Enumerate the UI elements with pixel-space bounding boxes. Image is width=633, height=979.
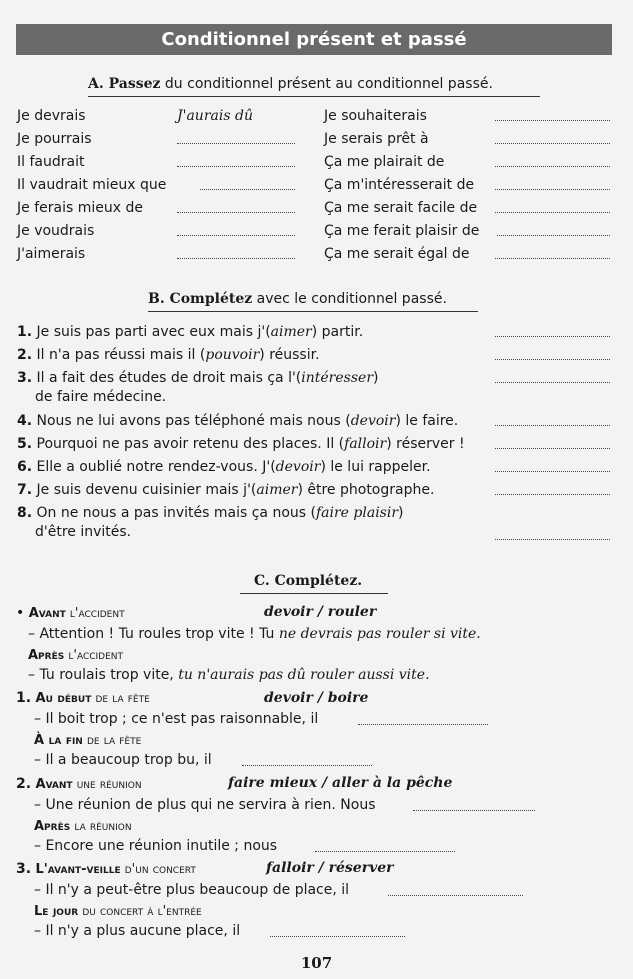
b-item-5: 5. Pourquoi ne pas avoir retenu des places. Il (falloir) réserver ! (17, 436, 465, 452)
c-item-2-blank-1[interactable] (413, 810, 535, 811)
c-item-2-verbs: faire mieux / aller à la pêche (228, 775, 453, 791)
a-right-5: Ça me serait facile de (324, 200, 478, 216)
c-item-3-line2: – Il n'y a plus aucune place, il (34, 923, 241, 939)
a-answer-blank-7[interactable] (177, 258, 295, 259)
c-item-3-heading2: Le jour du concert à l'entrée (34, 904, 202, 919)
c-item-1-line2: – Il a beaucoup trop bu, il (34, 752, 212, 768)
section-a-underline (88, 96, 540, 97)
page-number: 107 (300, 954, 333, 972)
a-right-2: Je serais prêt à (324, 131, 429, 147)
a-right-blank-3[interactable] (495, 166, 610, 167)
a-left-1: Je devrais (17, 108, 86, 124)
c-item-3-blank-2[interactable] (270, 936, 405, 937)
c-example-verbs: devoir / rouler (264, 604, 377, 620)
c-example-line2: – Tu roulais trop vite, tu n'aurais pas dû rouler aussi vite. (28, 667, 430, 683)
b-item-2: 2. Il n'a pas réussi mais il (pouvoir) réussir. (17, 347, 320, 363)
c-item-1-verbs: devoir / boire (264, 690, 369, 706)
b-item-1: 1. Je suis pas parti avec eux mais j'(aimer) partir. (17, 324, 364, 340)
c-example-after-heading: Après l'accident (28, 648, 124, 663)
c-item-1-heading2: À la fin de la fête (34, 733, 142, 748)
a-right-blank-5[interactable] (495, 212, 610, 213)
a-left-3: Il faudrait (17, 154, 85, 170)
a-right-blank-1[interactable] (495, 120, 610, 121)
c-example-before-heading: • Avant l'accident (16, 605, 125, 621)
c-item-3-blank-1[interactable] (388, 895, 523, 896)
a-answer-blank-4[interactable] (200, 189, 295, 190)
a-right-blank-4[interactable] (495, 189, 610, 190)
b-item-4: 4. Nous ne lui avons pas téléphoné mais nous (devoir) le faire. (17, 413, 459, 429)
c-item-2-blank-2[interactable] (315, 851, 455, 852)
b-answer-blank-8[interactable] (495, 539, 610, 540)
b-item-7: 7. Je suis devenu cuisinier mais j'(aimer) être photographe. (17, 482, 435, 498)
c-item-3-heading: 3. L'avant-veille d'un concert (16, 861, 196, 877)
c-item-3-line1: – Il n'y a peut-être plus beaucoup de place, il (34, 882, 350, 898)
a-right-4: Ça m'intéresserait de (324, 177, 475, 193)
section-c-title: C. Complétez. (254, 573, 363, 589)
c-item-2-line2: – Encore une réunion inutile ; nous (34, 838, 278, 854)
section-b-title: B. Complétez avec le conditionnel passé. (148, 291, 447, 307)
b-answer-blank-4[interactable] (495, 425, 610, 426)
a-example-answer: J'aurais dû (177, 108, 253, 124)
b-answer-blank-3[interactable] (495, 382, 610, 383)
page-title: Conditionnel présent et passé (16, 24, 612, 55)
b-item-8: 8. On ne nous a pas invités mais ça nous (faire plaisir) (17, 505, 404, 521)
b-answer-blank-7[interactable] (495, 494, 610, 495)
c-item-1-blank-2[interactable] (242, 765, 372, 766)
b-item-3: 3. Il a fait des études de droit mais ça l'(intéresser) (17, 370, 379, 386)
a-right-blank-7[interactable] (495, 258, 610, 259)
c-item-2-line1: – Une réunion de plus qui ne servira à rien. Nous (34, 797, 376, 813)
c-item-1-blank-1[interactable] (358, 724, 488, 725)
c-item-1-line1: – Il boit trop ; ce n'est pas raisonnable, il (34, 711, 319, 727)
a-answer-blank-6[interactable] (177, 235, 295, 236)
b-answer-blank-1[interactable] (495, 336, 610, 337)
a-right-7: Ça me serait égal de (324, 246, 470, 262)
a-right-blank-6[interactable] (497, 235, 610, 236)
section-b-underline (148, 311, 478, 312)
a-left-5: Je ferais mieux de (17, 200, 143, 216)
a-right-6: Ça me ferait plaisir de (324, 223, 480, 239)
a-left-2: Je pourrais (17, 131, 92, 147)
a-right-1: Je souhaiterais (324, 108, 427, 124)
section-c-underline (240, 593, 388, 594)
a-answer-blank-3[interactable] (177, 166, 295, 167)
c-item-1-heading: 1. Au début de la fête (16, 690, 150, 706)
a-left-6: Je voudrais (17, 223, 95, 239)
a-left-4: Il vaudrait mieux que (17, 177, 167, 193)
c-item-3-verbs: falloir / réserver (266, 860, 394, 876)
b-answer-blank-6[interactable] (495, 471, 610, 472)
b-answer-blank-2[interactable] (495, 359, 610, 360)
b-item-6: 6. Elle a oublié notre rendez-vous. J'(devoir) le lui rappeler. (17, 459, 431, 475)
c-example-line1: – Attention ! Tu roules trop vite ! Tu ne devrais pas rouler si vite. (28, 626, 481, 642)
a-answer-blank-5[interactable] (177, 212, 295, 213)
section-a-title: A. Passez du conditionnel présent au conditionnel passé. (88, 76, 493, 92)
c-item-2-heading: 2. Avant une réunion (16, 776, 142, 792)
b-item-3-continuation: de faire médecine. (35, 389, 167, 405)
a-answer-blank-2[interactable] (177, 143, 295, 144)
b-item-8-continuation: d'être invités. (35, 524, 132, 540)
a-left-7: J'aimerais (17, 246, 86, 262)
a-right-3: Ça me plairait de (324, 154, 445, 170)
a-right-blank-2[interactable] (495, 143, 610, 144)
b-answer-blank-5[interactable] (495, 448, 610, 449)
c-item-2-heading2: Après la réunion (34, 819, 132, 834)
